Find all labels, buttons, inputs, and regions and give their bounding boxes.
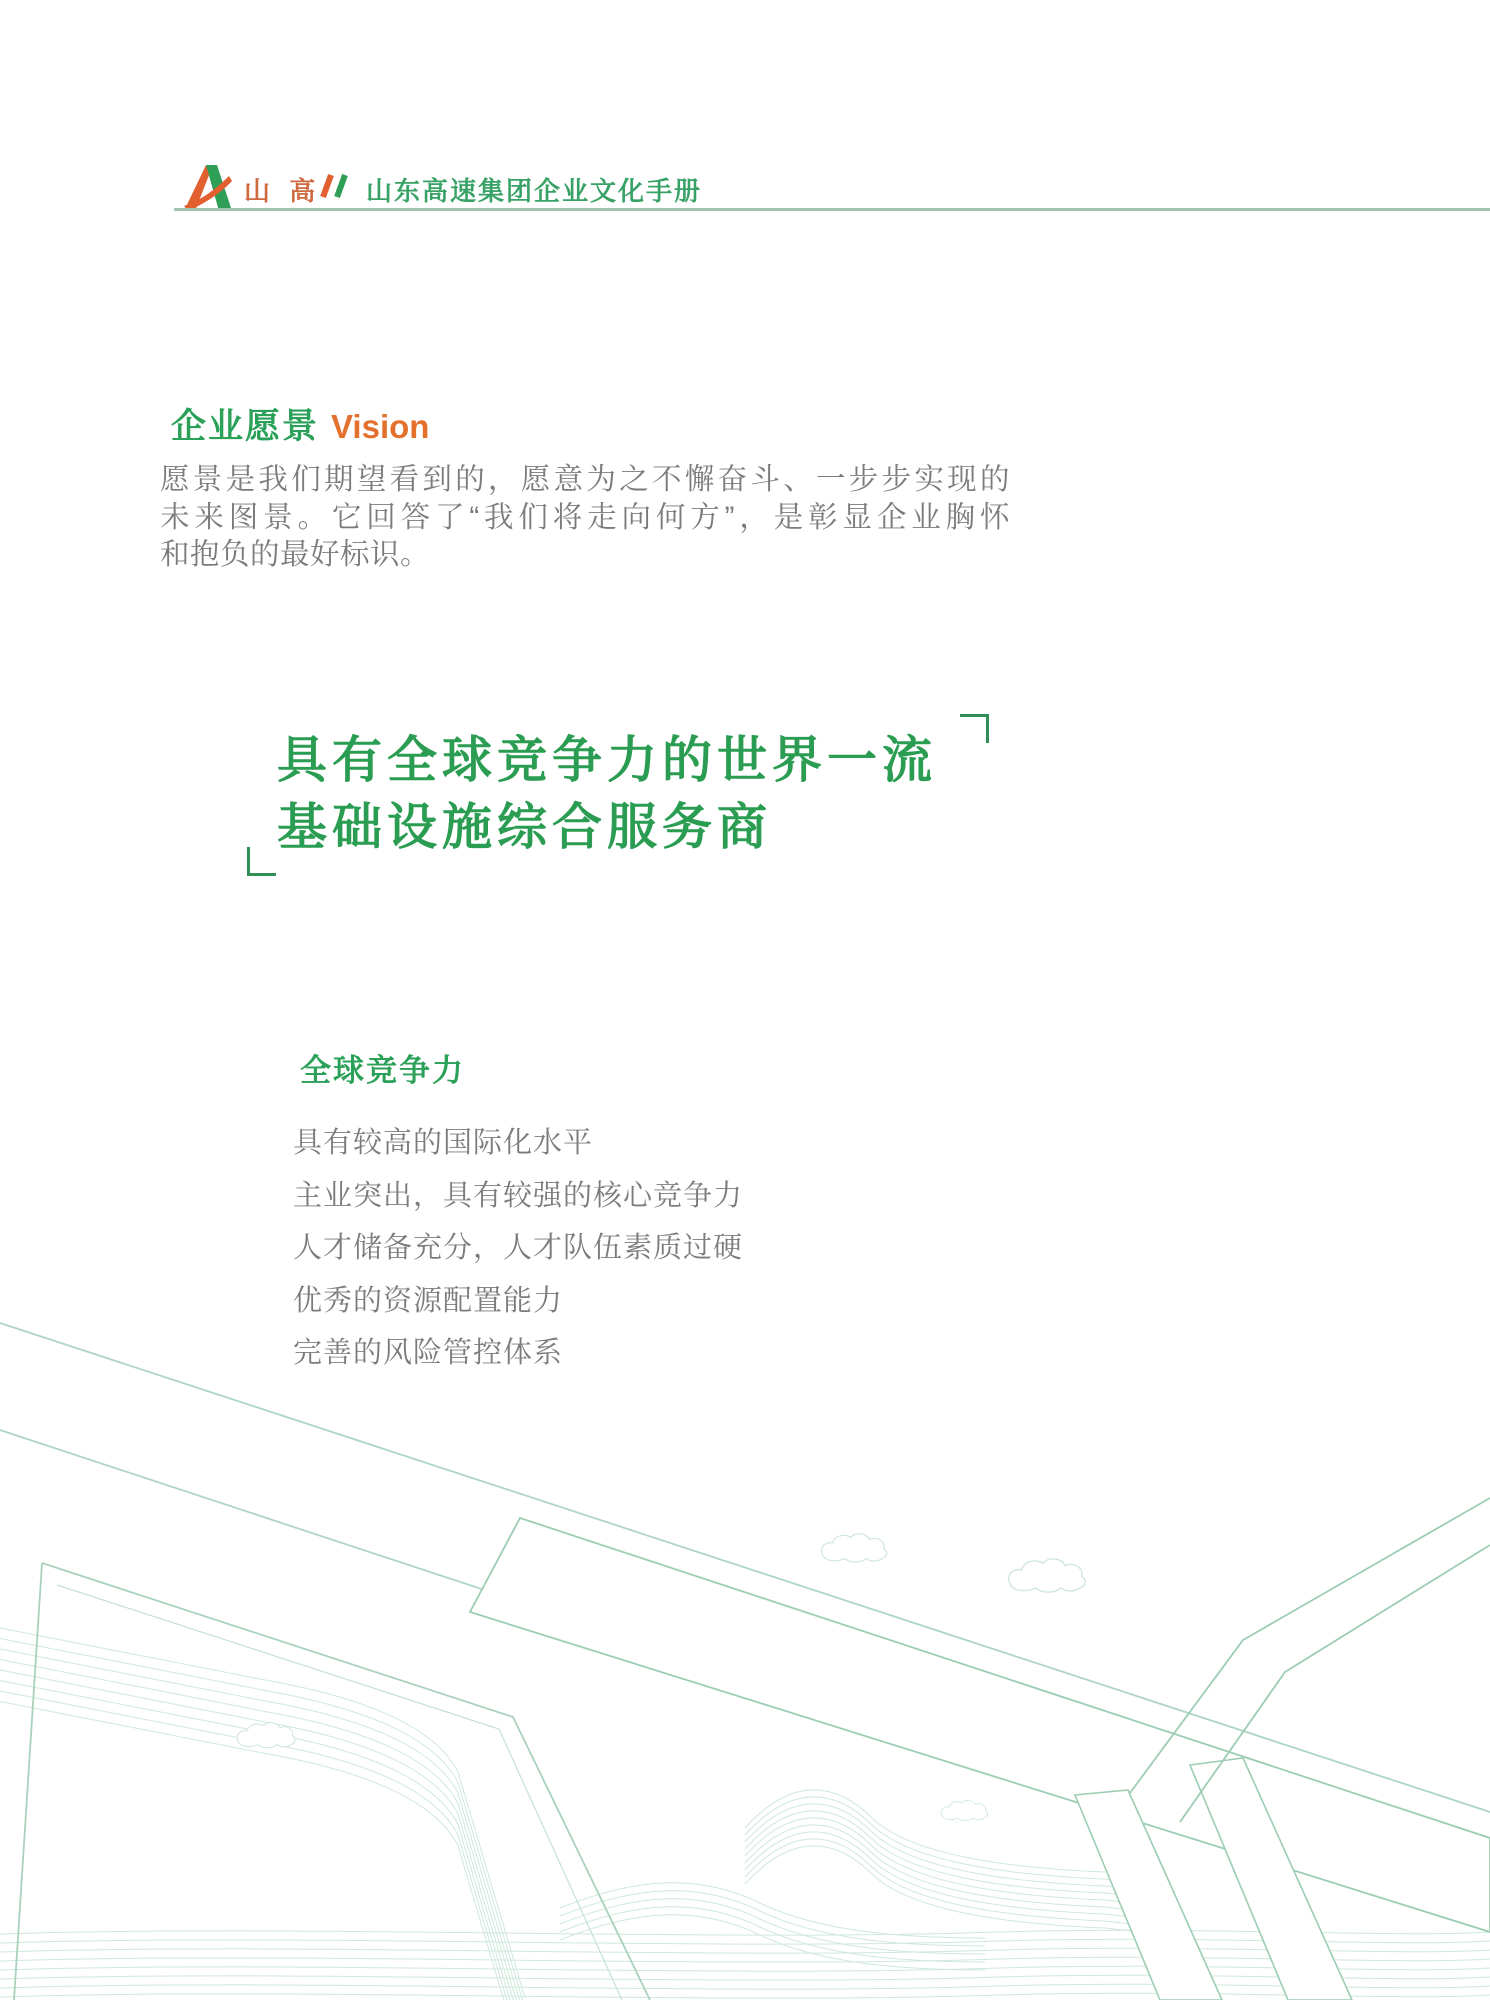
vision-item: 完善的风险管控体系 [293,1337,564,1369]
section-title [171,399,429,449]
competitiveness-list [293,1117,743,1380]
vision-item: 具有较高的国际化水平 [293,1127,594,1159]
section-title-zh: 企业愿景 [171,407,320,446]
double-slash-icon [318,173,354,199]
corner-bracket-top-right [960,714,989,743]
brand-name: 山 高 [244,176,322,206]
corner-bracket-bottom-left [247,847,276,876]
vision-item: 主业突出，具有较强的核心竞争力 [293,1179,744,1212]
intro-line: 未来图景。它回答了“我们将走向何方”，是彰显企业胸怀 [160,500,1010,534]
vision-statement [277,727,937,861]
vision-statement-line: 具有全球竞争力的世界一流 [277,732,937,788]
competitiveness-heading: 全球竞争力 [300,1053,465,1088]
vision-item: 优秀的资源配置能力 [293,1284,564,1317]
handbook-title: 山东高速集团企业文化手册 [366,176,703,206]
vision-statement-line: 基础设施综合服务商 [277,799,772,855]
vision-item: 人才储备充分，人才队伍素质过硬 [293,1232,744,1264]
intro-line: 和抱负的最好标识。 [160,538,431,571]
shandong-hispeed-logo-icon [182,163,234,213]
vision-intro [160,461,1010,574]
section-title-en: Vision [331,408,430,445]
header-rule [174,208,1490,211]
intro-line: 愿景是我们期望看到的，愿意为之不懈奋斗、一步步实现的 [160,463,1010,496]
